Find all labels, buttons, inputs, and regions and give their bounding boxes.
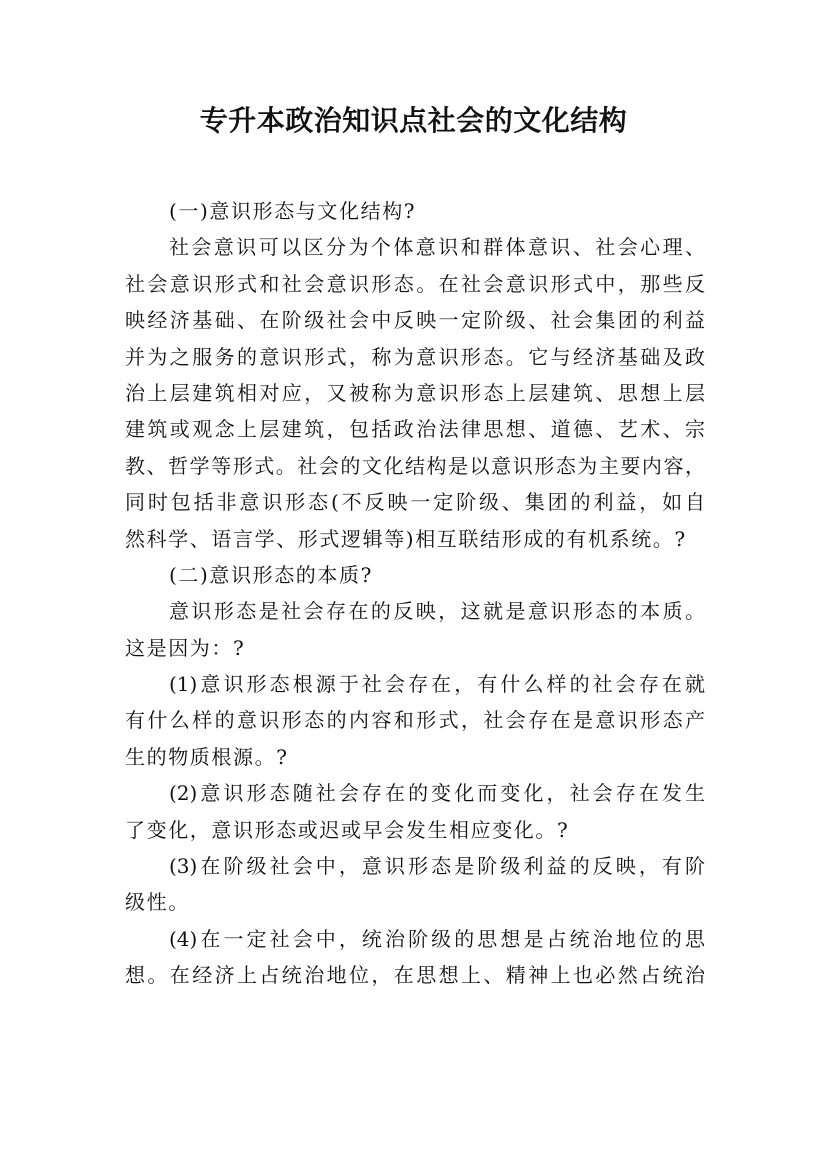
paragraph-line: 社会意识可以区分为个体意识和群体意识、社会心理、 — [169, 235, 705, 260]
list-item-line: 生的物质根源。? — [125, 744, 289, 769]
list-item-line: (3)在阶级社会中，意识形态是阶级利益的反映，有阶 — [169, 854, 705, 879]
paragraph-line: 并为之服务的意识形式，称为意识形态。它与经济基础及政 — [125, 344, 705, 369]
document-body — [125, 193, 705, 994]
paragraph-line: 建筑或观念上层建筑，包括政治法律思想、道德、艺术、宗 — [125, 417, 705, 442]
section-heading-1: (一)意识形态与文化结构? — [169, 199, 417, 223]
list-item-line: (4)在一定社会中，统治阶级的思想是占统治地位的思 — [169, 926, 705, 951]
paragraph-line: 这是因为：? — [125, 635, 246, 660]
paragraph-line: 然科学、语言学、形式逻辑等)相互联结形成的有机系统。? — [125, 526, 687, 551]
paragraph-line: 教、哲学等形式。社会的文化结构是以意识形态为主要内容， — [125, 453, 705, 478]
list-item-line: 了变化，意识形态或迟或早会发生相应变化。? — [125, 817, 570, 842]
section-heading-2: (二)意识形态的本质? — [169, 562, 373, 587]
list-item-line: 有什么样的意识形态的内容和形式，社会存在是意识形态产 — [125, 708, 705, 733]
paragraph-line: 映经济基础、在阶级社会中反映一定阶级、社会集团的利益 — [125, 308, 705, 333]
document-title: 专升本政治知识点社会的文化结构 — [199, 104, 628, 137]
list-item-line: 想。在经济上占统治地位，在思想上、精神上也必然占统治 — [125, 963, 705, 988]
list-item-line: 级性。 — [125, 890, 190, 915]
list-item-line: (1)意识形态根源于社会存在，有什么样的社会存在就 — [169, 672, 705, 697]
paragraph-line: 同时包括非意识形态(不反映一定阶级、集团的利益，如自 — [125, 490, 705, 515]
paragraph-line: 意识形态是社会存在的反映，这就是意识形态的本质。 — [169, 599, 705, 624]
list-item-line: (2)意识形态随社会存在的变化而变化，社会存在发生 — [169, 781, 705, 806]
paragraph-line: 治上层建筑相对应，又被称为意识形态上层建筑、思想上层 — [125, 380, 705, 405]
paragraph-line: 社会意识形式和社会意识形态。在社会意识形式中，那些反 — [125, 271, 705, 296]
